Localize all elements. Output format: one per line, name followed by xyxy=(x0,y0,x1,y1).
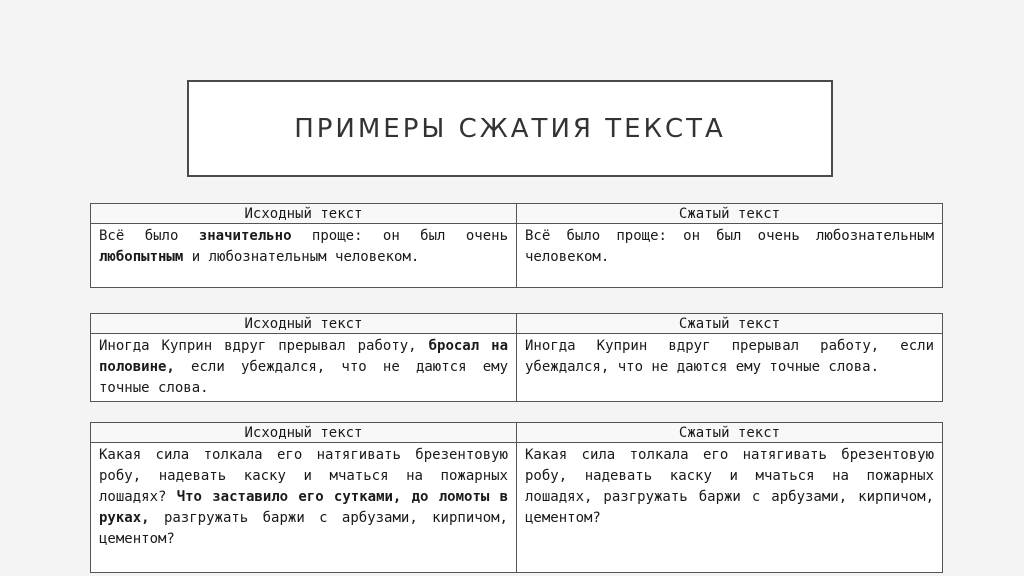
compressed-text: Иногда Куприн вдруг прерывал работу, если убеждался, что не даются ему точные слова. xyxy=(517,334,943,402)
compressed-text: Какая сила толкала его натягивать брезентовую робу, надевать каску и мчаться на пожарных лошадях, разгружать баржи с арбузами, кирпичом, цементом? xyxy=(517,443,943,573)
highlighted-phrase: бросал на половине, xyxy=(99,338,508,375)
original-text xyxy=(91,224,517,288)
slide-title: ПРИМЕРЫ СЖАТИЯ ТЕКСТА xyxy=(294,113,726,144)
highlighted-phrase: любопытным xyxy=(99,249,184,265)
compressed-text: Всё было проще: он был очень любознательным человеком. xyxy=(517,224,943,288)
header-original: Исходный текст xyxy=(91,423,517,443)
text-fragment: и любознательным человеком. xyxy=(183,249,420,265)
text-fragment: разгружать баржи с арбузами, кирпичом, цементом? xyxy=(99,510,508,547)
text-fragment: если убеждался, что не даются ему точные слова. xyxy=(99,359,508,396)
header-original: Исходный текст xyxy=(91,204,517,224)
example-table-3 xyxy=(90,422,943,573)
text-fragment: проще: он был очень xyxy=(291,228,509,244)
example-table-1 xyxy=(90,203,943,288)
text-fragment: Иногда Куприн вдруг прерывал работу, xyxy=(99,338,429,354)
text-fragment: Всё было xyxy=(99,228,199,244)
original-text xyxy=(91,334,517,402)
header-compressed: Сжатый текст xyxy=(517,204,943,224)
header-compressed: Сжатый текст xyxy=(517,314,943,334)
highlighted-phrase: значительно xyxy=(198,228,292,244)
example-table-2 xyxy=(90,313,943,402)
slide-title-box xyxy=(187,80,833,177)
original-text xyxy=(91,443,517,573)
highlighted-phrase: Что заставило его сутками, до ломоты в руках, xyxy=(99,489,509,526)
text-fragment: Какая сила толкала его натягивать брезентовую робу, надевать каску и мчаться на пожарных лошадях? xyxy=(99,447,508,505)
header-compressed: Сжатый текст xyxy=(517,423,943,443)
header-original: Исходный текст xyxy=(91,314,517,334)
